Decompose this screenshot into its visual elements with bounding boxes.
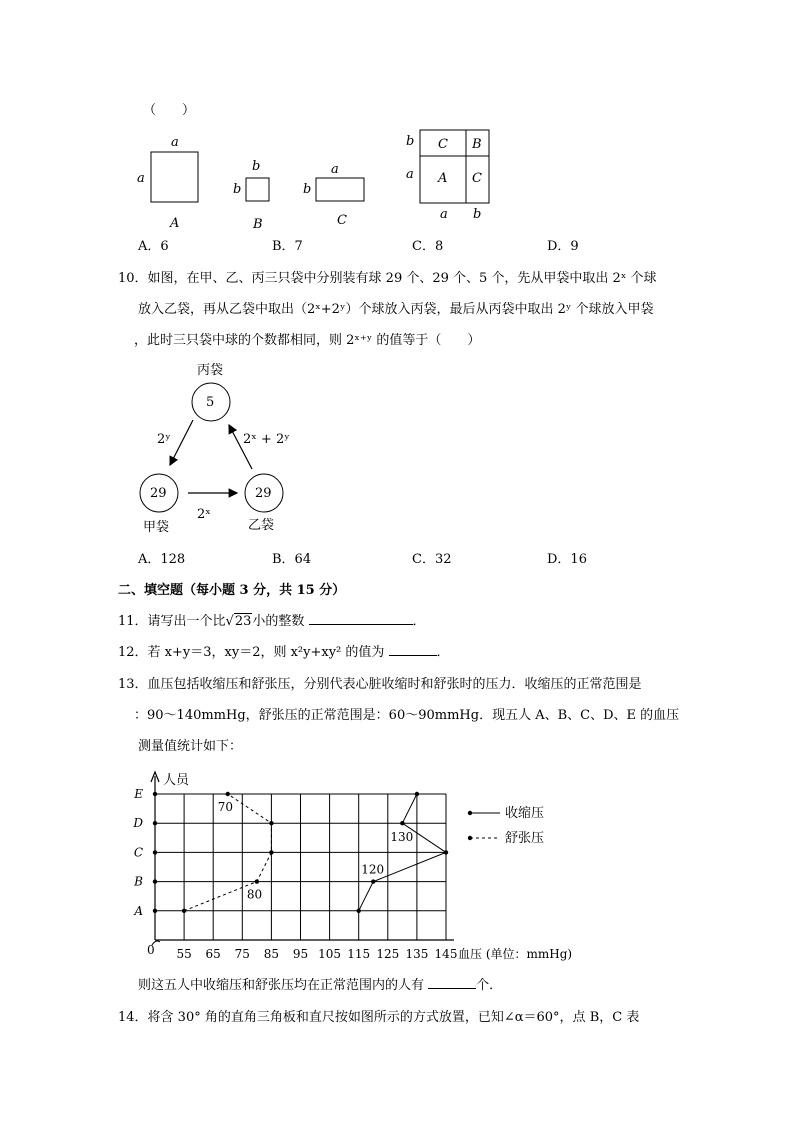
y-tick-label: E bbox=[134, 787, 143, 801]
legend-diastolic-label: 舒张压 bbox=[505, 831, 545, 846]
fig-c-name: C bbox=[337, 213, 347, 228]
diastolic-point bbox=[182, 909, 186, 913]
x-tick-label: 115 bbox=[347, 947, 371, 961]
q10-option-b: B．64 bbox=[272, 552, 312, 567]
fig-b-left-label: b bbox=[233, 182, 242, 197]
arrow-ca-label: 2ʸ bbox=[157, 432, 171, 447]
fig-b-name: B bbox=[253, 217, 263, 232]
legend-systolic-dot bbox=[468, 811, 472, 815]
fig-a-name: A bbox=[170, 216, 180, 231]
q9-option-a: A．6 bbox=[138, 239, 169, 254]
systolic-point bbox=[444, 850, 448, 854]
y-tick-dot bbox=[153, 909, 157, 913]
q9-paren: （ ） bbox=[143, 103, 196, 118]
origin-label: 0 bbox=[147, 943, 155, 957]
arrow-ab-label: 2ˣ bbox=[197, 507, 211, 522]
bag-a-label: 甲袋 bbox=[143, 520, 170, 535]
bag-a-value: 29 bbox=[150, 486, 167, 501]
fig-c-top-label: a bbox=[331, 162, 339, 177]
legend-diastolic-dot bbox=[468, 836, 472, 840]
data-label: 80 bbox=[246, 887, 263, 902]
q13-line2: ：90～140mmHg，舒张压的正常范围是：60～90mmHg．现五人 A、B、C、D、E 的血压 bbox=[134, 708, 680, 723]
q10-option-a: A．128 bbox=[138, 552, 186, 567]
x-tick-label: 55 bbox=[176, 947, 192, 961]
section-title: 二、填空题（每小题 3 分，共 15 分） bbox=[118, 583, 346, 598]
diastolic-point bbox=[226, 792, 230, 796]
q10-line1: 10．如图，在甲、乙、丙三只袋中分别装有球 29 个、29 个、5 个，先从甲袋中取出 2ˣ 个球 bbox=[118, 271, 657, 286]
q9-option-c: C．8 bbox=[412, 239, 444, 254]
systolic-point bbox=[415, 792, 419, 796]
composite-bottom-b: b bbox=[473, 207, 482, 222]
q13-after bbox=[138, 979, 502, 992]
legend-systolic-label: 收缩压 bbox=[505, 806, 545, 821]
data-label: 70 bbox=[217, 800, 234, 814]
q13-line3: 测量值统计如下： bbox=[138, 739, 243, 754]
q9-option-d: D．9 bbox=[547, 239, 579, 254]
q11-post: 小的整数 bbox=[252, 614, 305, 629]
q11-end: ． bbox=[412, 614, 426, 629]
q9-option-b: B．7 bbox=[272, 239, 303, 254]
x-tick-label: 125 bbox=[376, 947, 400, 961]
q13-line1: 13．血压包括收缩压和舒张压，分别代表心脏收缩时和舒张时的压力．收缩压的正常范围是 bbox=[118, 677, 642, 692]
x-tick-label: 145 bbox=[434, 947, 458, 961]
x-tick-label: 85 bbox=[263, 947, 280, 961]
bag-c-value: 5 bbox=[206, 395, 215, 410]
composite-bottom-a: a bbox=[440, 207, 448, 222]
diastolic-point bbox=[255, 879, 259, 883]
q11-pre: 11．请写出一个比 bbox=[118, 614, 226, 629]
fig-b-top-label: b bbox=[252, 159, 261, 174]
y-tick-dot bbox=[153, 792, 157, 796]
fig-a-top-label: a bbox=[171, 135, 179, 150]
diastolic-point bbox=[269, 821, 273, 825]
y-tick-dot bbox=[153, 821, 157, 825]
y-tick-dot bbox=[153, 879, 157, 883]
x-axis-label: 血压 (单位：mmHg) bbox=[458, 947, 573, 961]
composite-left-b: b bbox=[406, 134, 415, 149]
arrow-bc-label: 2ˣ + 2ʸ bbox=[243, 432, 290, 447]
q13-after-pre: 则这五人中收缩压和舒张压均在正常范围内的人有 bbox=[138, 978, 425, 993]
systolic-point bbox=[357, 909, 361, 913]
q10-line2: 放入乙袋，再从乙袋中取出（2ˣ+2ʸ）个球放入丙袋，最后从丙袋中取出 2ʸ 个球放入甲袋 bbox=[138, 302, 654, 317]
composite-left-a: a bbox=[406, 167, 414, 182]
q12-end: ． bbox=[436, 645, 450, 660]
data-label: 120 bbox=[361, 862, 385, 877]
x-tick-label: 135 bbox=[405, 947, 429, 961]
q11-radicand: 23 bbox=[234, 614, 252, 629]
composite-cell-a: A bbox=[438, 171, 448, 186]
q11-line: 11．请写出一个比√23小的整数 ． bbox=[118, 614, 426, 629]
x-tick-label: 95 bbox=[292, 947, 309, 961]
systolic-point bbox=[400, 821, 404, 825]
q14-line1: 14．将含 30° 角的直角三角板和直尺按如图所示的方式放置，已知∠α＝60°，点 B，C 表 bbox=[118, 1010, 640, 1025]
fig-c-left-label: b bbox=[303, 182, 312, 197]
y-tick-dot bbox=[153, 850, 157, 854]
x-tick-label: 75 bbox=[234, 947, 250, 961]
y-tick-label: B bbox=[134, 874, 143, 889]
q10-option-c: C．32 bbox=[412, 552, 452, 567]
bag-c-label: 丙袋 bbox=[197, 363, 224, 378]
q13-after-post: 个． bbox=[476, 978, 503, 993]
composite-cell-b: B bbox=[472, 137, 482, 152]
diastolic-point bbox=[269, 850, 273, 854]
x-tick-label: 105 bbox=[318, 947, 342, 961]
data-label: 130 bbox=[390, 830, 414, 845]
q12-text: 12．若 x+y＝3，xy＝2，则 x²y+xy² 的值为 bbox=[118, 645, 385, 660]
y-tick-label: D bbox=[133, 816, 143, 831]
composite-cell-c2: C bbox=[472, 171, 482, 186]
composite-cell-c1: C bbox=[438, 137, 448, 152]
y-tick-label: C bbox=[133, 845, 143, 860]
fig-a-left-label: a bbox=[137, 171, 145, 186]
q10-option-d: D．16 bbox=[547, 552, 587, 567]
q10-line3: ，此时三只袋中球的个数都相同，则 2ˣ⁺ʸ 的值等于（ ） bbox=[134, 333, 481, 348]
x-tick-label: 65 bbox=[205, 947, 221, 961]
y-tick-label: A bbox=[134, 903, 143, 918]
q13-answer-blank[interactable] bbox=[428, 988, 476, 989]
bag-b-value: 29 bbox=[255, 486, 272, 501]
bag-b-label: 乙袋 bbox=[248, 518, 275, 533]
systolic-point bbox=[371, 879, 375, 883]
y-axis-label: 人员 bbox=[163, 773, 190, 788]
